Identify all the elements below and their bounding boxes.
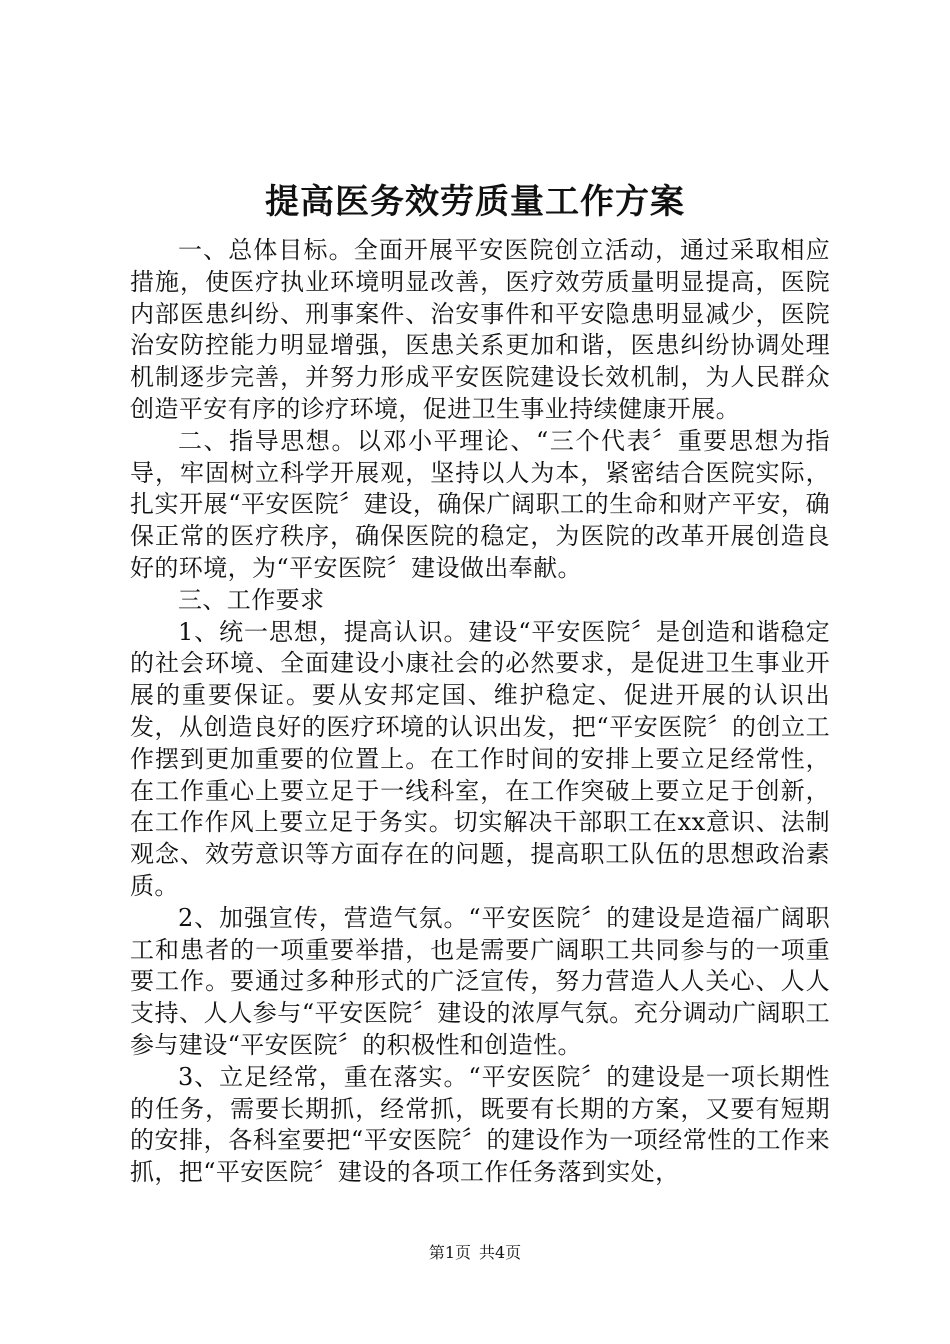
section-heading-work-requirements: 三、工作要求 bbox=[178, 585, 325, 614]
page-number: 第1页 bbox=[428, 1243, 471, 1262]
document-body bbox=[130, 235, 830, 1189]
paragraph-requirement-2: 2、加强宣传，营造气氛。“平安医院〞的建设是造福广阔职工和患者的一项重要举措，也是需要广阔职工共同参与的一项重要工作。要通过多种形式的广泛宣传，努力营造人人关心、人人支持、人人参与“平安医院〞建设的浓厚气氛。充分调动广阔职工参与建设“平安医院〞的积极性和创造性。 bbox=[130, 903, 830, 1059]
paragraph-requirement-3: 3、立足经常，重在落实。“平安医院〞的建设是一项长期性的任务，需要长期抓，经常抓，既要有长期的方案，又要有短期的安排，各科室要把“平安医院〞的建设作为一项经常性的工作来抓，把“平安医院〞建设的各项工作任务落到实处， bbox=[130, 1062, 830, 1187]
document-title: 提高医务效劳质量工作方案 bbox=[265, 182, 685, 222]
paragraph-overall-goal: 一、总体目标。全面开展平安医院创立活动，通过采取相应措施，使医疗执业环境明显改善，医疗效劳质量明显提高，医院内部医患纠纷、刑事案件、治安事件和平安隐患明显减少，医院治安防控能力明显增强，医患关系更加和谐，医患纠纷协调处理机制逐步完善，并努力形成平安医院建设长效机制，为人民群众创造平安有序的诊疗环境，促进卫生事业持续健康开展。 bbox=[130, 236, 830, 423]
paragraph-requirement-1: 1、统一思想，提高认识。建设“平安医院〞是创造和谐稳定的社会环境、全面建设小康社会的必然要求，是促进卫生事业开展的重要保证。要从安邦定国、维护稳定、促进开展的认识出发，从创造良好的医疗环境的认识出发，把“平安医院〞的创立工作摆到更加重要的位置上。在工作时间的安排上要立足经常性，在工作重心上要立足于一线科室，在工作突破上要立足于创新，在工作作风上要立足于务实。切实解决干部职工在xx意识、法制观念、效劳意识等方面存在的问题，提高职工队伍的思想政治素质。 bbox=[130, 617, 830, 900]
page-total: 共4页 bbox=[479, 1243, 522, 1262]
paragraph-guiding-ideology: 二、指导思想。以邓小平理论、“三个代表〞重要思想为指导，牢固树立科学开展观，坚持以人为本，紧密结合医院实际，扎实开展“平安医院〞建设，确保广阔职工的生命和财产平安，确保正常的医疗秩序，确保医院的稳定，为医院的改革开展创造良好的环境，为“平安医院〞建设做出奉献。 bbox=[130, 426, 830, 582]
page-footer bbox=[0, 1242, 950, 1264]
